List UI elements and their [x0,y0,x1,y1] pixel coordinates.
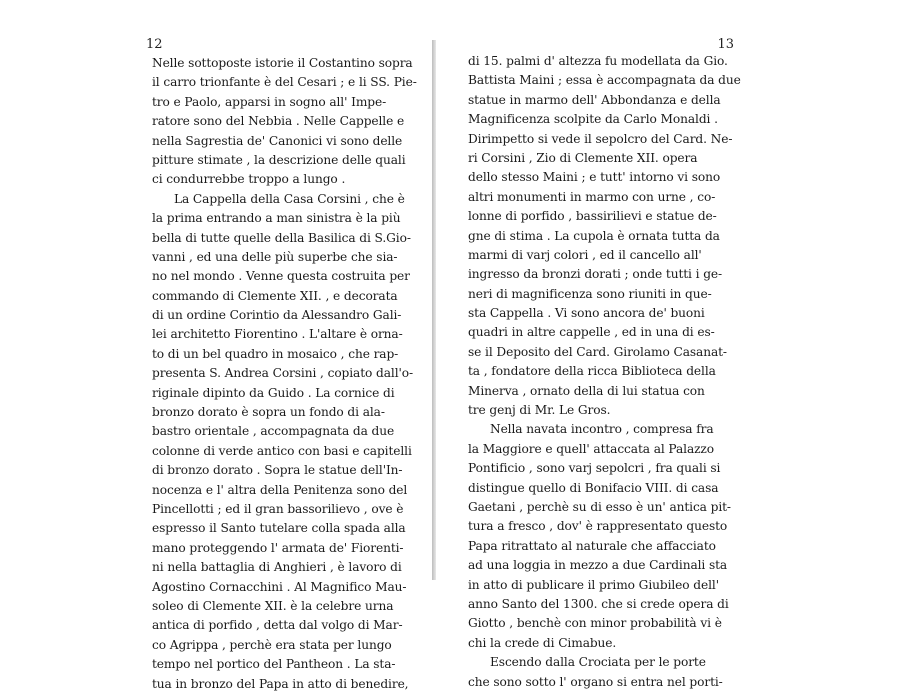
text-line: ci condurrebbe troppo a lungo . [152,172,346,187]
text-line: commando di Clemente XII. , e decorata [152,288,398,303]
page-number: 13 [717,37,734,52]
text-line: ri Corsini , Zio di Clemente XII. opera [468,150,698,165]
text-line: in atto di publicare il primo Giubileo dell' [468,577,719,592]
text-line: quadri in altre cappelle , ed in una di es- [468,325,715,340]
text-line: ni nella battaglia di Anghieri , è lavoro di [152,560,402,575]
text-line: gne di stima . La cupola è ornata tutta da [468,228,720,243]
text-line: il carro trionfante è del Cesari ; e li SS. Pie- [152,75,417,90]
text-line: co Agrippa , perchè era stata per lungo [152,637,392,652]
text-line: ingresso da bronzi dorati ; onde tutti i ge- [468,267,723,282]
text-line: nella Sagrestia de' Canonici vi sono delle [152,133,403,148]
text-line: pitture stimate , la descrizione delle quali [152,152,406,167]
text-column [468,52,740,692]
text-line: Magnificenza scolpite da Carlo Monaldi . [468,112,718,127]
text-line: altri monumenti in marmo con urne , co- [468,189,716,204]
text-line: che sono sotto l' organo si entra nel porti- [468,674,723,689]
text-line: antica di porfido , detta dal volgo di Mar- [152,618,403,633]
text-line: Battista Maini ; essa è accompagnata da due [468,73,741,88]
text-line: Papa ritrattato al naturale che affacciato [468,538,716,553]
text-line: di 15. palmi d' altezza fu modellata da Gio. [468,54,728,68]
text-line: Agostino Cornacchini . Al Magnifico Mau- [152,579,407,594]
text-line: soleo di Clemente XII. è la celebre urna [152,598,394,613]
text-line: bella di tutte quelle della Basilica di S.Gio- [152,230,411,245]
text-line: Nelle sottoposte istorie il Costantino sopra [152,56,413,70]
text-line: chi la crede di Cimabue. [468,635,617,650]
text-line: bastro orientale , accompagnata da due [152,424,395,439]
text-line: riginale dipinto da Guido . La cornice di [152,385,395,400]
text-line: vanni , ed una delle più superbe che sia- [152,249,398,264]
text-line: tre genj di Mr. Le Gros. [468,403,611,418]
book-gutter [432,40,436,580]
text-line: distingue quello di Bonifacio VIII. di casa [468,480,719,495]
text-line: ratore sono del Nebbia . Nelle Cappelle e [152,114,405,129]
text-line: tempo nel portico del Pantheon . La sta- [152,657,396,672]
text-line: Gaetani , perchè su di esso è un' antica pit- [468,499,731,514]
text-line: lonne di porfido , bassirilievi e statue de- [468,209,717,224]
text-line: Pontificio , sono varj sepolcri , fra quali si [468,461,721,476]
page-number: 12 [146,37,163,52]
text-line: ta , fondatore della ricca Biblioteca della [468,364,716,379]
text-line: mano proteggendo l' armata de' Fiorenti- [152,540,404,555]
text-line: statue in marmo dell' Abbondanza e della [468,92,721,107]
text-line: tro e Paolo, apparsi in sogno all' Impe- [152,94,387,109]
text-line: se il Deposito del Card. Girolamo Casanat- [468,344,727,359]
text-line: di un ordine Corintio da Alessandro Gali- [152,308,402,323]
text-line: no nel mondo . Venne questa costruita per [152,269,410,284]
text-line: marmi di varj colori , ed il cancello all' [468,247,702,262]
text-line: nocenza e l' altra della Penitenza sono del [152,482,408,497]
text-line: dello stesso Maini ; e tutt' intorno vi sono [468,170,721,185]
text-line: La Cappella della Casa Corsini , che è [174,191,405,206]
text-line: Minerva , ornato della di lui statua con [468,383,705,398]
text-line: Nella navata incontro , compresa fra [490,422,714,437]
text-line: neri di magnificenza sono riuniti in que- [468,286,712,301]
text-line: Giotto , benchè con minor probabilità vi è [468,616,722,631]
text-line: tura a fresco , dov' è rappresentato questo [468,519,728,534]
text-column [152,54,422,694]
text-line: Pincellotti ; ed il gran bassorilievo , ove è [152,501,404,516]
text-line: bronzo dorato è sopra un fondo di ala- [152,405,385,420]
text-line: sta Cappella . Vi sono ancora de' buoni [468,306,705,321]
text-line: lei architetto Fiorentino . L'altare è orna- [152,327,403,342]
text-line: presenta S. Andrea Corsini , copiato dall'o- [152,366,414,381]
text-line: di bronzo dorato . Sopra le statue dell'In- [152,463,403,478]
text-line: to di un bel quadro in mosaico , che rap- [152,346,399,361]
text-line: anno Santo del 1300. che si crede opera di [468,596,729,611]
text-line: la Maggiore e quell' attaccata al Palazzo [468,441,714,456]
text-line: colonne di verde antico con basi e capitelli [152,443,412,458]
text-line: Escendo dalla Crociata per le porte [490,655,706,670]
text-line: tua in bronzo del Papa in atto di benedire, [152,676,409,691]
text-line: ad una loggia in mezzo a due Cardinali sta [468,558,728,573]
text-line: espresso il Santo tutelare colla spada alla [152,521,406,536]
text-line: Dirimpetto si vede il sepolcro del Card. Ne- [468,131,733,146]
text-line: la prima entrando a man sinistra è la più [152,211,401,226]
